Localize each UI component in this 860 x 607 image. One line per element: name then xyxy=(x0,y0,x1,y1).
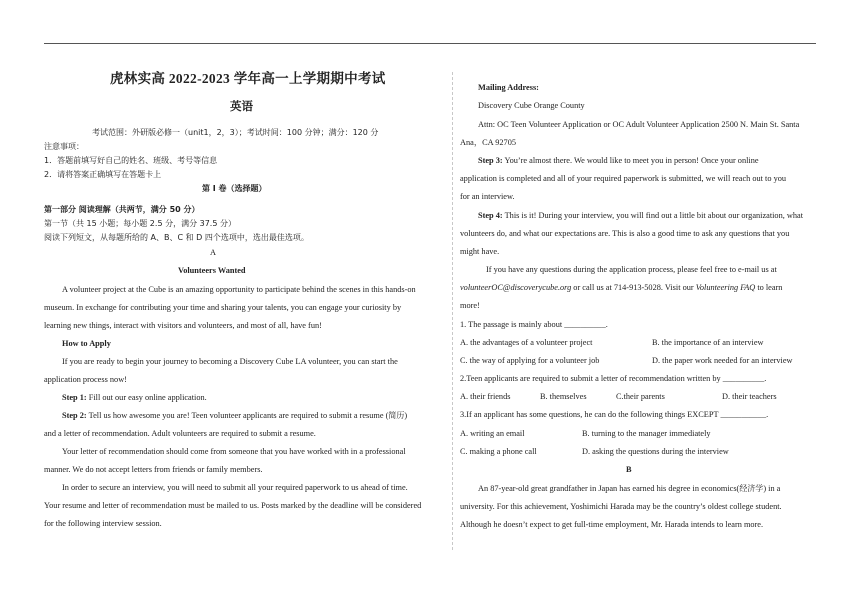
part1-instruction: 阅读下列短文，从每题所给的 A、B、C 和 D 四个选项中，选出最佳选项。 xyxy=(44,233,309,242)
contact-line2 xyxy=(460,279,782,297)
column-divider xyxy=(452,72,453,550)
step3-line3: for an interview. xyxy=(460,192,515,201)
passage-a-letter: A xyxy=(210,248,216,257)
para1-line2: museum. In exchange for contributing your time and sharing your talents, you can engage your curiosity by xyxy=(44,303,402,312)
step3-text: You’re almost there. We would like to meet you in person! Once your online xyxy=(502,156,759,165)
faq-link[interactable]: Volunteering FAQ xyxy=(695,283,756,292)
step4-text: This is it! During your interview, you will find out a little bit about our organization, what xyxy=(502,211,804,220)
step4-label: Step 4: xyxy=(478,211,503,220)
address-line1: Discovery Cube Orange County xyxy=(478,101,585,110)
contact-line1: If you have any questions during the application process, please feel free to e-mail us at xyxy=(486,265,777,274)
notes-heading: 注意事项： xyxy=(44,142,84,151)
step4-line3: might have. xyxy=(460,247,500,256)
address-line3: Ana，CA 92705 xyxy=(460,138,517,147)
mailing-heading: Mailing Address: xyxy=(478,83,539,92)
step3-line1 xyxy=(478,152,759,170)
contact-line3: more! xyxy=(460,301,480,310)
step1-text: Fill out our easy online application. xyxy=(86,393,207,402)
passage-b-l1-end: ) in a xyxy=(763,484,781,493)
para1-line1: A volunteer project at the Cube is an amazing opportunity to participate behind the scenes in this hands-on xyxy=(62,285,416,294)
para3-line2: manner. We do not accept letters from friends or family members. xyxy=(44,465,263,474)
address-line2: Attn: OC Teen Volunteer Application or OC Adult Volunteer Application 2500 N. Main St. Santa xyxy=(478,120,800,129)
exam-info: 考试范围：外研版必修一（unit1，2，3）；考试时间：100 分钟；满分：120 分 xyxy=(92,128,379,137)
para4-line1: In order to secure an interview, you will need to submit all your required paperwork to us ahead of time. xyxy=(62,483,408,492)
para3-line1: Your letter of recommendation should come from someone that you have worked with in a professional xyxy=(62,447,406,456)
q3-option-a: A. writing an email xyxy=(460,429,525,438)
part1-heading: 第一部分 阅读理解（共两节，满分 50 分） xyxy=(44,205,200,214)
step2-line1 xyxy=(62,407,407,425)
q1-option-b: B. the importance of an interview xyxy=(652,338,764,347)
passage-b-l1-start: An 87-year-old great grandfather in Japan has earned his degree in economics( xyxy=(478,484,740,493)
note-2: 2．请将答案正确填写在答题卡上 xyxy=(44,170,162,179)
step4-line2: volunteers do, and what our expectations are. This is also a good time to ask any questions that you xyxy=(460,229,790,238)
contact-end: to learn xyxy=(755,283,783,292)
step2-cn: 简历 xyxy=(388,411,405,420)
header-rule xyxy=(44,43,816,44)
step2-line2: and a letter of recommendation. Adult volunteers are required to submit a resume. xyxy=(44,429,316,438)
q1-option-a: A. the advantages of a volunteer project xyxy=(460,338,593,347)
q2-option-c: C.their parents xyxy=(616,392,665,401)
volume-title: 第 I 卷（选择题） xyxy=(202,184,267,193)
q1-option-c: C. the way of applying for a volunteer job xyxy=(460,356,600,365)
step4-line1 xyxy=(478,207,803,225)
q2-option-b: B. themselves xyxy=(540,392,587,401)
question-2: 2.Teen applicants are required to submit a letter of recommendation written by __________. xyxy=(460,374,767,383)
para1-line3: learning new things, interact with visitors and volunteers, and most of all, have fun! xyxy=(44,321,322,330)
passage-b-cn: 经济学 xyxy=(739,484,764,493)
q1-option-d: D. the paper work needed for an interview xyxy=(652,356,793,365)
step2-text: Tell us how awesome you are! Teen volunteer applicants are required to submit a resume ( xyxy=(86,411,389,420)
q3-option-d: D. asking the questions during the interview xyxy=(582,447,729,456)
how-to-apply-heading: How to Apply xyxy=(62,339,111,348)
q2-option-d: D. their teachers xyxy=(722,392,777,401)
step1-label: Step 1: xyxy=(62,393,87,402)
passage-b-line3: Although he doesn’t expect to get full-time employment, Mr. Harada intends to learn more. xyxy=(460,520,764,529)
exam-title: 虎林实高 2022-2023 学年高一上学期期中考试 xyxy=(110,71,386,86)
step1 xyxy=(62,389,207,407)
step3-line2: application is completed and all of your required paperwork is submitted, we will reach out to you xyxy=(460,174,787,183)
q3-option-b: B. turning to the manager immediately xyxy=(582,429,711,438)
q2-option-a: A. their friends xyxy=(460,392,511,401)
subject-title: 英语 xyxy=(230,101,253,113)
passage-b-letter: B xyxy=(626,465,632,474)
para4-line2: Your resume and letter of recommendation must be mailed to us. Posts marked by the deadline will be considered xyxy=(44,501,422,510)
contact-mid: or call us at 714-913-5028. Visit our xyxy=(571,283,696,292)
passage-b-line2: university. For this achievement, Yoshimichi Harada may be the country’s oldest college student. xyxy=(460,502,782,511)
step3-label: Step 3: xyxy=(478,156,503,165)
passage-a-title: Volunteers Wanted xyxy=(178,266,246,275)
para2-line1: If you are ready to begin your journey to becoming a Discovery Cube LA volunteer, you can start the xyxy=(62,357,398,366)
step2-paren: ) xyxy=(404,411,408,420)
part1-section1: 第一节（共 15 小题；每小题 2.5 分，满分 37.5 分） xyxy=(44,219,236,228)
note-1: 1．答题前填写好自己的姓名、班级、考号等信息 xyxy=(44,156,218,165)
contact-email-link[interactable]: volunteerOC@discoverycube.org xyxy=(460,283,572,292)
para4-line3: for the following interview session. xyxy=(44,519,162,528)
step2-label: Step 2: xyxy=(62,411,87,420)
q3-option-c: C. making a phone call xyxy=(460,447,537,456)
question-1: 1. The passage is mainly about __________. xyxy=(460,320,608,329)
question-3: 3.If an applicant has some questions, he can do the following things EXCEPT ___________. xyxy=(460,410,769,419)
para2-line2: application process now! xyxy=(44,375,127,384)
passage-b-line1 xyxy=(478,480,780,498)
